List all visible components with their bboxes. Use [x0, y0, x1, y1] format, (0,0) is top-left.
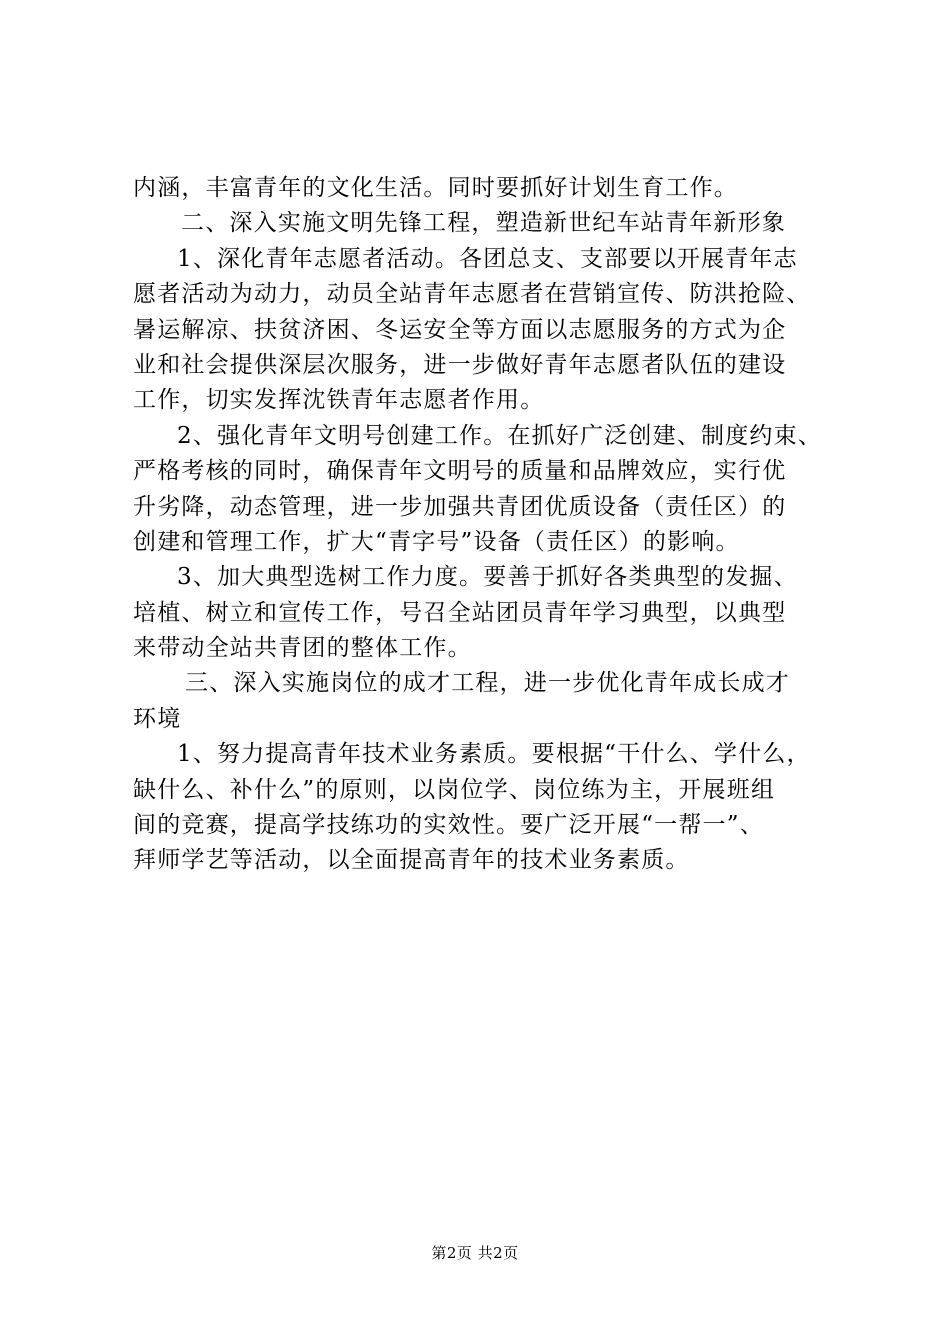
text-line: 创建和管理工作，扩大“青字号”设备（责任区）的影响。	[133, 528, 740, 555]
section-heading: 二、深入实施文明先锋工程，塑造新世纪车站青年新形象	[181, 210, 786, 237]
text-line: 业和社会提供深层次服务，进一步做好青年志愿者队伍的建设	[133, 351, 787, 378]
text-line: 3、加大典型选树工作力度。要善于抓好各类典型的发掘、	[177, 564, 798, 591]
text-line: 拜师学艺等活动，以全面提高青年的技术业务素质。	[133, 847, 690, 874]
text-line: 来带动全站共青团的整体工作。	[133, 635, 472, 662]
text-line: 严格考核的同时，确保青年文明号的质量和品牌效应，实行优	[133, 458, 787, 485]
section-heading-continued: 环境	[133, 705, 182, 732]
section-heading: 三、深入实施岗位的成才工程，进一步优化青年成长成才	[185, 670, 790, 697]
page-number-footer: 第2页 共2页	[431, 1244, 519, 1262]
text-line: 1、深化青年志愿者活动。各团总支、支部要以开展青年志	[177, 245, 798, 272]
text-line: 工作，切实发挥沈铁青年志愿者作用。	[133, 387, 545, 414]
text-line: 2、强化青年文明号创建工作。在抓好广泛创建、制度约束、	[177, 422, 823, 449]
text-line: 缺什么、补什么”的原则，以岗位学、岗位练为主，开展班组	[133, 776, 776, 803]
text-line: 内涵，丰富青年的文化生活。同时要抓好计划生育工作。	[133, 175, 738, 201]
text-line: 间的竞赛，提高学技练功的实效性。要广泛开展“一帮一”、	[133, 812, 764, 839]
document-body	[133, 171, 833, 879]
text-line: 1、努力提高青年技术业务素质。要根据“干什么、学什么，	[177, 741, 811, 768]
text-line: 升劣降，动态管理，进一步加强共青团优质设备（责任区）的	[133, 493, 787, 520]
text-line: 暑运解凉、扶贫济困、冬运安全等方面以志愿服务的方式为企	[133, 316, 787, 343]
text-line: 愿者活动为动力，动员全站青年志愿者在营销宣传、防洪抢险、	[133, 281, 811, 308]
text-line: 培植、树立和宣传工作，号召全站团员青年学习典型，以典型	[133, 599, 787, 626]
